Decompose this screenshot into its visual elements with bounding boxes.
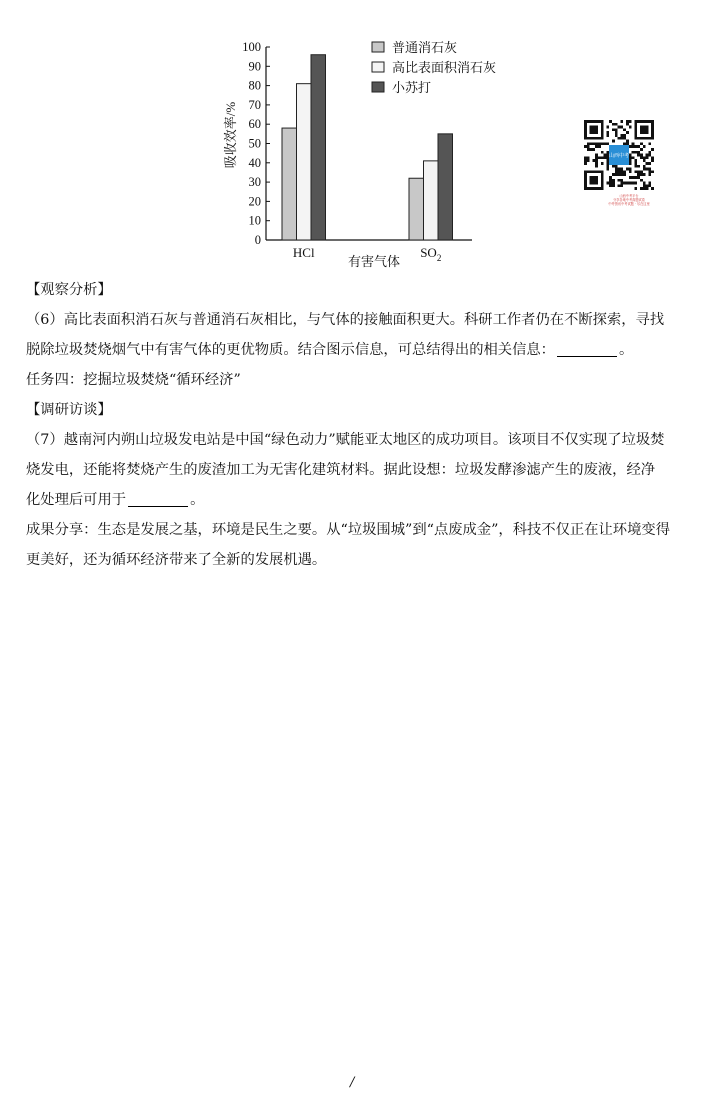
legend-label: 普通消石灰 [392, 40, 458, 55]
y-tick-label: 100 [242, 40, 261, 54]
x-axis-label: 有害气体 [347, 254, 401, 269]
heading-research: 【调研访谈】 [26, 402, 112, 418]
y-tick-label: 40 [248, 155, 261, 170]
qr-center-label: 山西中考 [608, 153, 630, 160]
qr-code [584, 120, 654, 190]
bar [297, 84, 312, 240]
y-tick-label: 60 [248, 117, 261, 132]
heading-observe: 【观察分析】 [26, 282, 112, 298]
q6-answer-blank[interactable] [557, 339, 617, 357]
y-tick-label: 50 [248, 136, 261, 151]
y-tick-label: 20 [248, 194, 261, 209]
q7-answer-blank[interactable] [128, 489, 188, 507]
legend-swatch [372, 82, 384, 92]
share-line-1: 成果分享：生态是发展之基，环境是民生之要。从“垃圾围城”到“点废成金”，科技不仅正在让环境变得 [26, 522, 670, 538]
bar [311, 55, 326, 240]
bar [424, 161, 439, 240]
question-text [26, 275, 706, 575]
chart-legend [372, 40, 496, 95]
q7-line-2: 烧发电，还能将焚烧产生的废渣加工为无害化建筑材料。据此设想：垃圾发酵渗滤产生的废液，经净 [26, 462, 656, 478]
y-axis-label: 吸收效率/% [223, 101, 238, 169]
task-four: 任务四：挖掘垃圾焚烧“循环经济” [26, 372, 241, 388]
bar [438, 134, 453, 240]
page-number: / [350, 1075, 355, 1090]
absorption-efficiency-bar-chart [222, 30, 512, 274]
q7-line-3: 化处理后可用于 。 [26, 485, 706, 515]
x-tick-label: $SO_2$ [420, 245, 442, 263]
legend-label: 高比表面积消石灰 [392, 60, 497, 75]
q7-line-1: （7）越南河内朔山垃圾发电站是中国“绿色动力”赋能亚太地区的成功项目。该项目不仅实现了垃圾焚 [26, 432, 665, 448]
bar [409, 178, 424, 240]
y-tick-label: 80 [248, 78, 261, 93]
bar [282, 128, 297, 240]
y-tick-label: 10 [248, 213, 261, 228]
legend-swatch [372, 62, 384, 72]
legend-swatch [372, 42, 384, 52]
q6-line-2: 脱除垃圾焚烧烟气中有害气体的更优物质。结合图示信息，可总结得出的相关信息： 。 [26, 335, 706, 365]
share-line-2: 更美好，还为循环经济带来了全新的发展机遇。 [26, 552, 327, 568]
x-tick-label: HCl [292, 245, 315, 260]
y-tick-label: 30 [248, 175, 261, 190]
y-tick-label: 90 [248, 59, 261, 74]
y-tick-label: 70 [248, 97, 261, 112]
q6-line-1: （6）高比表面积消石灰与普通消石灰相比，与气体的接触面积更大。科研工作者仍在不断探索，寻找 [26, 312, 665, 328]
legend-label: 小苏打 [392, 80, 432, 95]
qr-caption: 山西中考平台 分享各地中考真题试卷 中考资讯中考试题 · 尽在这里 [608, 194, 650, 206]
y-tick-label: 0 [254, 233, 261, 247]
